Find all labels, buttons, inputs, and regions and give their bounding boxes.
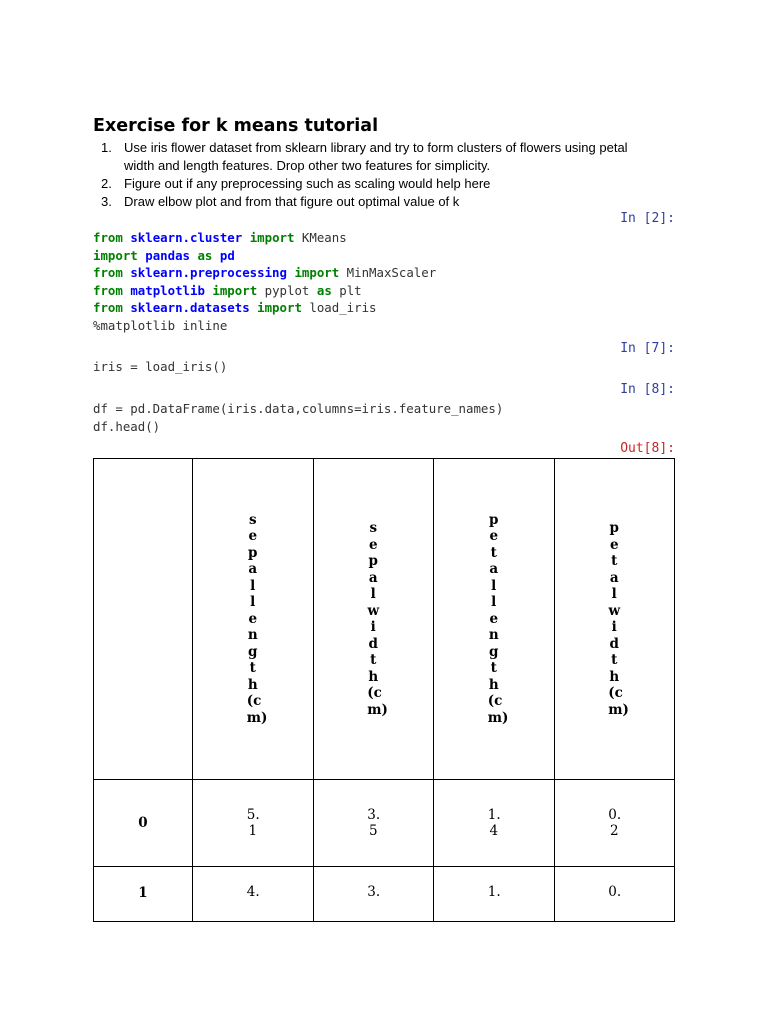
table-cell: 1. [434, 867, 555, 922]
code-cell-2[interactable] [93, 229, 436, 334]
code-line: %matplotlib inline [93, 317, 228, 333]
table-cell: 3.5 [313, 780, 434, 867]
table-cell: 0. [554, 867, 675, 922]
step-text: Draw elbow plot and from that figure out optimal value of k [124, 194, 460, 209]
dataframe-table [93, 458, 675, 922]
table-row [94, 780, 675, 867]
list-item [93, 175, 653, 193]
code-line: df = pd.DataFrame(iris.data,columns=iris.feature_names) [93, 401, 504, 416]
step-number: 3. [101, 194, 112, 209]
exercise-steps [93, 139, 653, 211]
table-cell: 5.1 [193, 780, 314, 867]
table-cell: 1.4 [434, 780, 555, 867]
table-row [94, 867, 675, 922]
code-line: from sklearn.cluster import KMeans [93, 230, 347, 245]
code-cell-7[interactable] [93, 358, 227, 376]
column-header: petal length (cm) [434, 459, 555, 780]
input-prompt-7: In [7]: [620, 341, 675, 356]
step-number: 2. [101, 176, 112, 191]
code-line: iris = load_iris() [93, 359, 228, 374]
column-header: petal width (cm) [554, 459, 675, 780]
code-line: from sklearn.preprocessing import MinMaxScaler [93, 265, 437, 280]
row-index: 1 [94, 867, 193, 922]
column-header: sepal length (cm) [193, 459, 314, 780]
table-cell: 0.2 [554, 780, 675, 867]
table-header-row [94, 459, 675, 780]
exercise-heading: Exercise for k means tutorial [93, 116, 379, 136]
code-line: import pandas as pd [93, 247, 235, 263]
list-item [93, 193, 653, 211]
code-line: df.head() [93, 418, 161, 434]
row-index: 0 [94, 780, 193, 867]
code-line: from matplotlib import pyplot as plt [93, 282, 362, 298]
table-cell: 4. [193, 867, 314, 922]
code-cell-8[interactable] [93, 400, 503, 435]
code-line: from sklearn.datasets import load_iris [93, 300, 377, 315]
column-header: sepal width (cm) [313, 459, 434, 780]
step-text: Figure out if any preprocessing such as scaling would help here [124, 176, 491, 191]
index-header [94, 459, 193, 780]
output-prompt-8: Out[8]: [620, 441, 675, 456]
input-prompt-8: In [8]: [620, 382, 675, 397]
input-prompt-2: In [2]: [620, 211, 675, 226]
list-item [93, 139, 653, 175]
step-text: Use iris flower dataset from sklearn library and try to form clusters of flowers using petal width and length features. Drop other two features for simplicity. [124, 140, 628, 173]
table-cell: 3. [313, 867, 434, 922]
step-number: 1. [101, 140, 112, 155]
